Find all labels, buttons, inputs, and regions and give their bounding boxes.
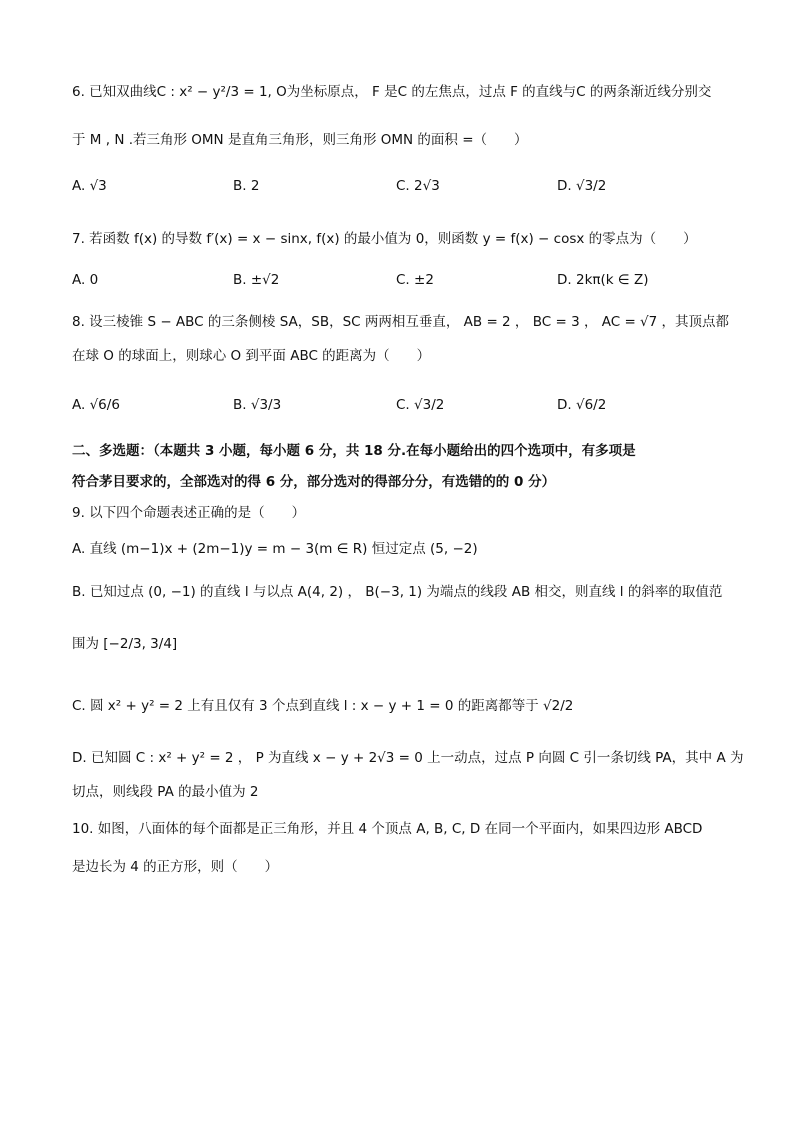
q7-option-a: A. 0 — [72, 272, 99, 288]
q8-option-d: D. √6/2 — [557, 397, 607, 413]
q9-option-b-line2: 围为 [−2/3, 3/4] — [72, 636, 178, 652]
q10-line2: 是边长为 4 的正方形，则（ ） — [72, 859, 279, 875]
q9-option-d-line1: D. 已知圆 C : x² + y² = 2 ， P 为直线 x − y + 2√3 = 0 上一动点，过点 P 向圆 C 引一条切线 PA，其中 A 为 — [72, 750, 744, 766]
q7-line1: 7. 若函数 f(x) 的导数 f′(x) = x − sinx, f(x) 的最小值为 0，则函数 y = f(x) − cosx 的零点为（ ） — [72, 231, 697, 247]
q6-option-d: D. √3/2 — [557, 178, 607, 194]
q9-option-d-line2: 切点，则线段 PA 的最小值为 2 — [72, 784, 259, 800]
q6-option-a: A. √3 — [72, 178, 107, 194]
section2-heading-line2: 符合茅目要求的，全部选对的得 6 分，部分选对的得部分分，有选错的的 0 分） — [72, 474, 556, 490]
q8-option-c: C. √3/2 — [396, 397, 445, 413]
q6-option-b: B. 2 — [233, 178, 260, 194]
q6-line2: 于 M , N .若三角形 OMN 是直角三角形，则三角形 OMN 的面积 =（ ） — [72, 132, 528, 148]
q8-line1: 8. 设三棱锥 S − ABC 的三条侧棱 SA，SB，SC 两两相互垂直， AB = 2 ， BC = 3 ， AC = √7 ，其顶点都 — [72, 314, 730, 330]
q9-option-b-line1: B. 已知过点 (0, −1) 的直线 l 与以点 A(4, 2) ， B(−3, 1) 为端点的线段 AB 相交，则直线 l 的斜率的取值范 — [72, 584, 723, 600]
q8-option-b: B. √3/3 — [233, 397, 282, 413]
q10-line1: 10. 如图，八面体的每个面都是正三角形，并且 4 个顶点 A, B, C, D 在同一个平面内，如果四边形 ABCD — [72, 821, 703, 837]
q6-line1: 6. 已知双曲线C : x² − y²/3 = 1, O为坐标原点， F 是C 的左焦点，过点 F 的直线与C 的两条渐近线分别交 — [72, 84, 712, 100]
q6-option-c: C. 2√3 — [396, 178, 440, 194]
q8-line2: 在球 O 的球面上，则球心 O 到平面 ABC 的距离为（ ） — [72, 348, 431, 364]
q7-option-c: C. ±2 — [396, 272, 434, 288]
q7-option-b: B. ±√2 — [233, 272, 280, 288]
section2-heading-line1: 二、多选题：（本题共 3 小题，每小题 6 分，共 18 分.在每小题给出的四个选项中，有多项是 — [72, 443, 636, 459]
q9-option-c: C. 圆 x² + y² = 2 上有且仅有 3 个点到直线 l : x − y + 1 = 0 的距离都等于 √2/2 — [72, 698, 574, 714]
q9-option-a: A. 直线 (m−1)x + (2m−1)y = m − 3(m ∈ R) 恒过定点 (5, −2) — [72, 541, 478, 557]
q7-option-d: D. 2kπ(k ∈ Z) — [557, 272, 649, 288]
q8-option-a: A. √6/6 — [72, 397, 120, 413]
q9-stem: 9. 以下四个命题表述正确的是（ ） — [72, 505, 306, 521]
